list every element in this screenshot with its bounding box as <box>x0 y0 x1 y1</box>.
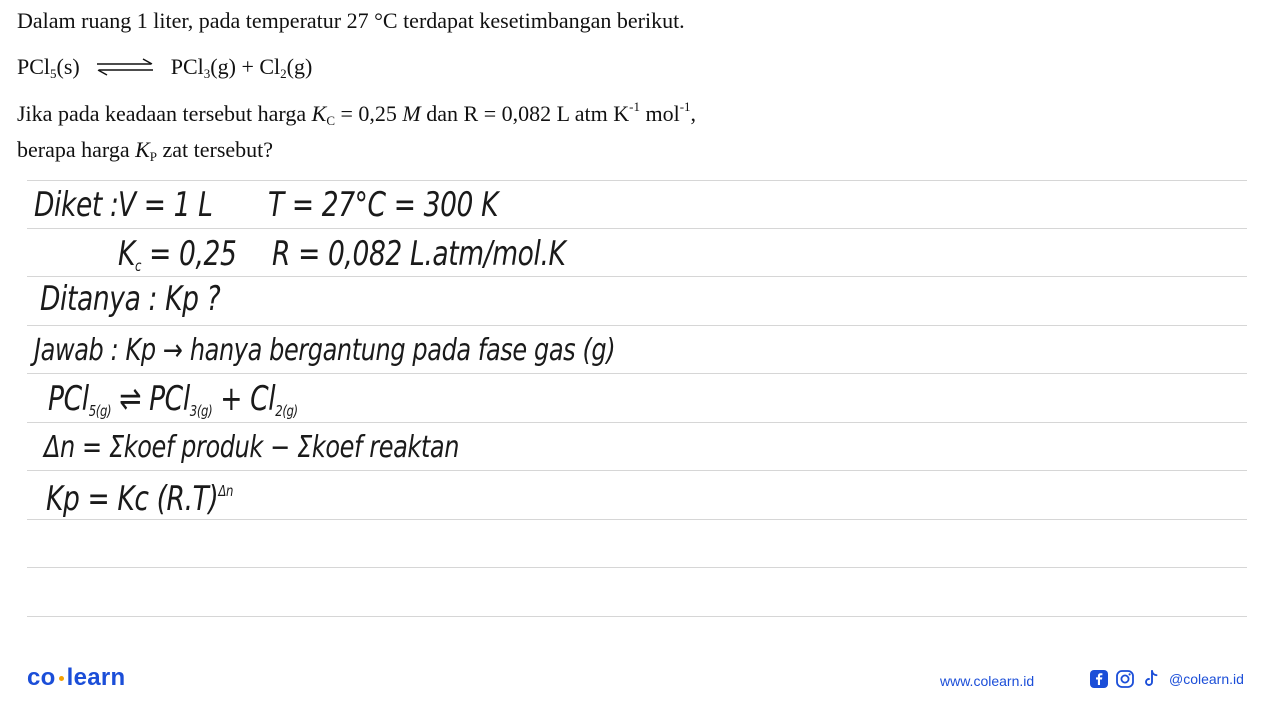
notebook-line <box>27 325 1247 326</box>
kc-value <box>118 234 237 275</box>
kc-sub: c <box>135 257 142 275</box>
kp-subscript: P <box>149 149 157 164</box>
eq-arrow: ⇌ <box>111 379 150 419</box>
notebook-line <box>27 470 1247 471</box>
notebook-line <box>27 519 1247 520</box>
product-2-phase: (g) <box>286 54 313 79</box>
question-line-1: Dalam ruang 1 liter, pada temperatur 27 °C terdapat kesetimbangan berikut. <box>17 8 685 33</box>
reaction-handwritten <box>48 379 298 420</box>
social-handle[interactable]: @colearn.id <box>1169 671 1244 687</box>
product-1: PCl <box>170 54 204 79</box>
eq-product-1-sub: 3(g) <box>189 402 213 420</box>
brand-dot-icon <box>59 676 64 681</box>
product-2: Cl <box>259 54 281 79</box>
eq-product-2: Cl <box>250 379 276 419</box>
eq-plus: + <box>212 379 251 419</box>
facebook-icon[interactable] <box>1089 669 1109 689</box>
notebook-line <box>27 616 1247 617</box>
kp-formula-main: Kp = Kc (R.T) <box>46 479 219 519</box>
line4-text-b: zat tersebut? <box>157 137 274 162</box>
line3-text-a: Jika pada keadaan tersebut harga <box>17 101 312 126</box>
diket-label: Diket : <box>34 185 119 225</box>
jawab-line: Jawab : Kp → hanya bergantung pada fase gas (g) <box>34 333 616 368</box>
kc-symbol: K <box>311 101 327 126</box>
line3-text-c: dan R = 0,082 L atm K <box>420 101 630 126</box>
notebook-line <box>27 422 1247 423</box>
instagram-icon[interactable] <box>1115 669 1135 689</box>
brand-right: learn <box>66 664 126 691</box>
colearn-logo <box>27 664 125 692</box>
line3-text-b: = 0,25 <box>335 101 403 126</box>
kp-symbol: K <box>135 137 150 162</box>
eq-product-1: PCl <box>149 379 190 419</box>
eq-reactant-sub: 5(g) <box>88 402 112 420</box>
reactant: PCl <box>17 54 51 79</box>
website-link[interactable]: www.colearn.id <box>940 673 1035 689</box>
gas-constant-value: R = 0,082 L.atm/mol.K <box>272 234 566 274</box>
reaction-equation <box>17 54 313 81</box>
k-exponent: -1 <box>629 99 640 114</box>
notebook-line <box>27 373 1247 374</box>
eq-reactant: PCl <box>48 379 89 419</box>
delta-n-line: Δn = Σkoef produk − Σkoef reaktan <box>44 430 460 465</box>
product-1-phase: (g) <box>210 54 236 79</box>
reactant-subscript: 5 <box>50 66 57 81</box>
notebook-line <box>27 180 1247 181</box>
kc-rest: = 0,25 <box>141 234 237 274</box>
molarity-unit: M <box>402 101 421 126</box>
tiktok-icon[interactable] <box>1141 669 1161 689</box>
notebook-line <box>27 567 1247 568</box>
ditanya-line: Ditanya : Kp ? <box>40 279 221 319</box>
product-1-subscript: 3 <box>203 66 211 81</box>
line4-text-a: berapa harga <box>17 137 136 162</box>
social-links <box>1089 669 1244 689</box>
kc-subscript: C <box>326 113 335 128</box>
notebook-line <box>27 228 1247 229</box>
notebook-line <box>27 276 1247 277</box>
question-line-3 <box>17 99 697 128</box>
reactant-phase: (s) <box>56 54 80 79</box>
kp-formula <box>46 479 234 519</box>
eq-product-2-sub: 2(g) <box>275 402 298 420</box>
brand-left: co <box>27 664 56 691</box>
product-2-subscript: 2 <box>280 66 287 81</box>
question-line-4 <box>17 137 274 164</box>
kp-formula-exponent: Δn <box>218 482 234 500</box>
equilibrium-arrow-icon <box>95 58 155 76</box>
mol-exponent: -1 <box>679 99 691 114</box>
line3-text-d: mol <box>639 101 680 126</box>
kc-main: K <box>118 234 136 274</box>
plus-sign: + <box>241 54 254 79</box>
volume-value: V = 1 L <box>118 185 213 225</box>
line3-text-e: , <box>690 101 697 126</box>
temperature-value: T = 27°C = 300 K <box>268 185 499 225</box>
